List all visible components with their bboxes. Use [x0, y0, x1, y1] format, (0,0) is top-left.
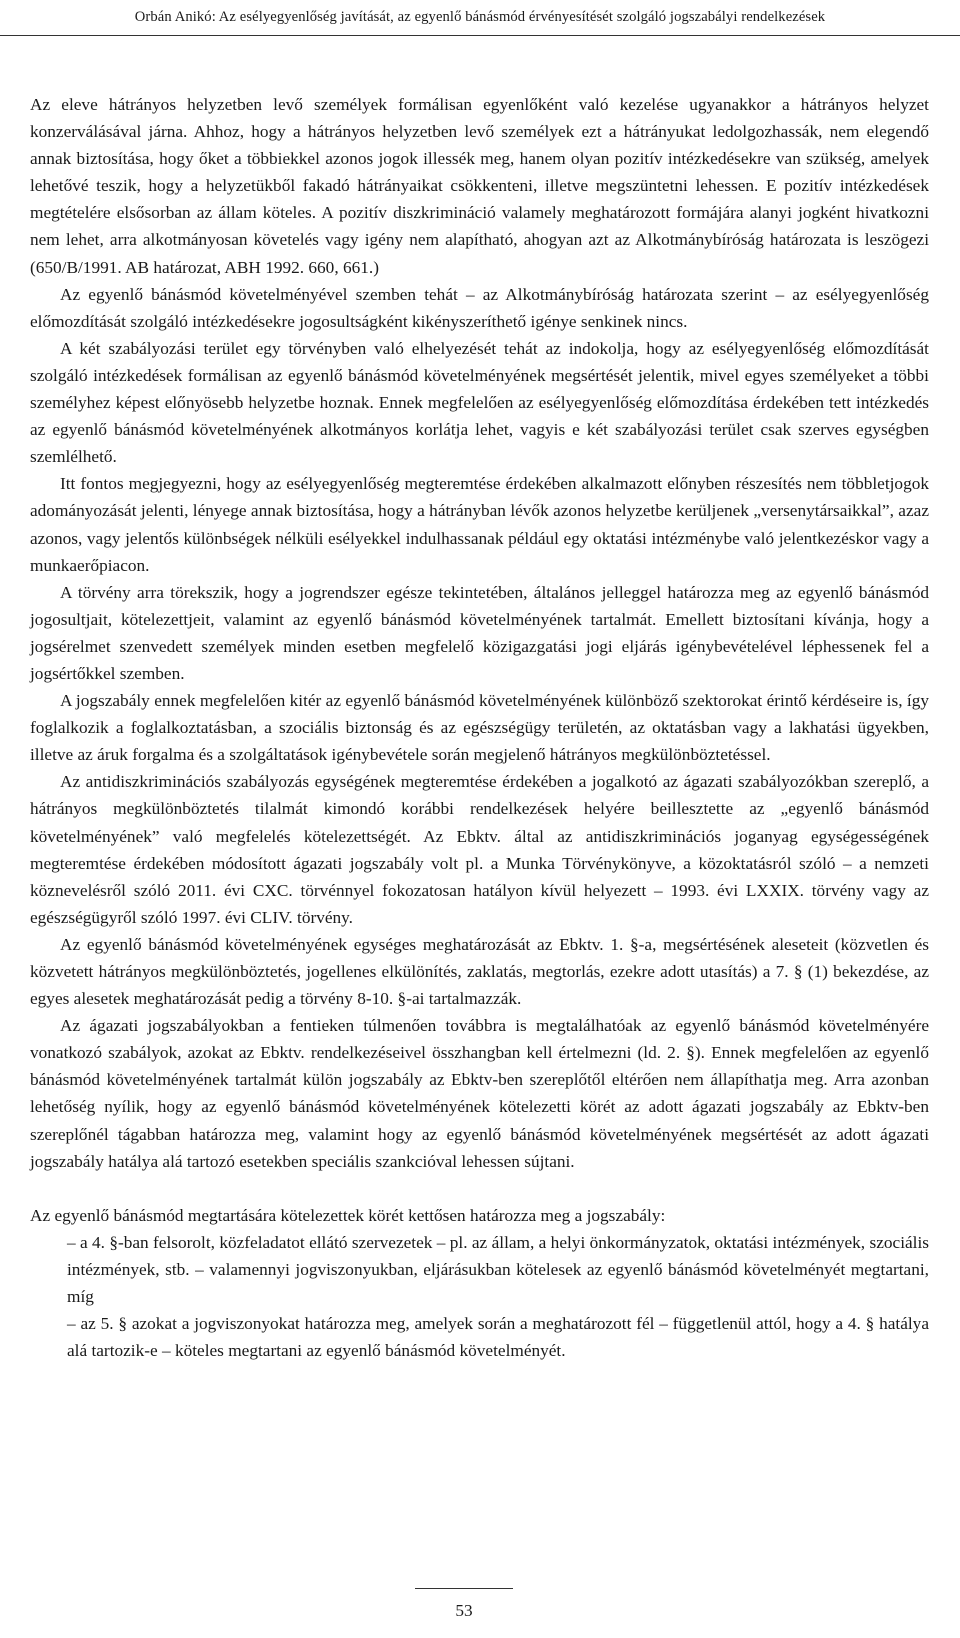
paragraph-6: A jogszabály ennek megfelelően kitér az egyenlő bánásmód követelményének különböző szektorokat érintő kérdéseire is, így foglalkozik a foglalkoztatásban, a szociális biztonság és az egészségügy területén, az oktatásban vagy a lakhatási ügyekben, illetve az áruk forgalma és a szolgáltatások igénybevétele során megjelenő hátrányos megkülönböztetéssel. [30, 691, 929, 765]
paragraph-9: Az ágazati jogszabályokban a fentieken túlmenően továbbra is megtalálhatóak az egyenlő bánásmód követelményére vonatkozó szabályok, azokat az Ebktv. rendelkezéseivel összhangban kell értelmezni (ld. 2. §). Ennek megfelelően az egyenlő bánásmód követelményének tartalmát külön jogszabály az Ebktv-ben szereplőtől eltérően nem állapíthatja meg. Arra azonban lehetőség nyílik, hogy az egyenlő bánásmód követelményének kötelezetti körét az adott ágazati jogszabály az Ebktv-ben szereplőnél tágabban határozza meg, valamint hogy az egyenlő bánásmód követelményének megsértését az adott ágazati jogszabály hatálya alá tartozó esetekben speciális szankcióval lehessen sújtani. [30, 1016, 929, 1171]
paragraph-3: A két szabályozási terület egy törvényben való elhelyezését tehát az indokolja, hogy az esélyegyenlőség előmozdítását szolgáló intézkedések formálisan az egyenlő bánásmód követelményének megsértését jelentik, mivel egyes személyeket a többi személyhez képest előnyösebb helyzetbe hoznak. Ennek megfelelően az esélyegyenlőség előmozdítása érdekében tett intézkedés az egyenlő bánásmód követelményének alkotmányos korlátja lehet, vagyis e két szabályozási terület csak szerves egységben szemlélhető. [30, 338, 929, 467]
list-intro: Az egyenlő bánásmód megtartására kötelezettek körét kettősen határozza meg a jogszabály: [30, 1205, 666, 1225]
paragraph-8: Az egyenlő bánásmód követelményének egységes meghatározását az Ebktv. 1. §-a, megsértésének aleseteit (közvetlen és közvetett hátrányos megkülönböztetés, jogellenes elkülönítés, zaklatás, megtorlás, ezekre adott utasítás) a 7. § (1) bekezdése, az egyes alesetek meghatározását pedig a törvény 8-10. §-ai tartalmazzák. [30, 934, 929, 1009]
paragraph-2: Az egyenlő bánásmód követelményével szemben tehát – az Alkotmánybíróság határozata szerint – az esélyegyenlőség előmozdítását szolgáló intézkedésekre jogosultságként kikényszeríthető igénye senkinek nincs. [30, 284, 929, 331]
running-header: Orbán Anikó: Az esélyegyenlőség javítását, az egyenlő bánásmód érvényesítését szolgáló jogszabályi rendelkezések [134, 9, 826, 25]
page-number: 53 [455, 1601, 473, 1620]
body-text [30, 91, 929, 1364]
header-rule [0, 35, 960, 36]
list-item-2: – az 5. § azokat a jogviszonyokat határozza meg, amelyek során a meghatározott fél – függetlenül attól, hogy a 4. § hatálya alá tartozik-e – köteles megtartani az egyenlő bánásmód követelményét. [67, 1314, 929, 1361]
paragraph-5: A törvény arra törekszik, hogy a jogrendszer egésze tekintetében, általános jelleggel határozza meg az egyenlő bánásmód jogosultjait, kötelezettjeit, valamint az egyenlő bánásmód követelményének tartalmát. Emellett biztosítani kívánja, hogy a jogsérelmet szenvedett személyek minden esetben megfelelő közigazgatási jogi eljárás igénybevételével léphessenek fel a jogsértőkkel szemben. [30, 582, 929, 683]
paragraph-7: Az antidiszkriminációs szabályozás egységének megteremtése érdekében a jogalkotó az ágazati szabályozókban szereplő, a hátrányos megkülönböztetés tilalmát kimondó korábbi rendelkezések helyére beillesztette az „egyenlő bánásmód követelményének” való megfelelés kötelezettségét. Az Ebktv. által az antidiszkriminációs joganyag egységességének megteremtése érdekében módosított ágazati jogszabály volt pl. a Munka Törvénykönyve, a közoktatásról szóló – a nemzeti köznevelésről szóló 2011. évi CXC. törvénnyel fokozatosan hatályon kívül helyezett – 1993. évi LXXIX. törvény vagy az egészségügyről szóló 1997. évi CLIV. törvény. [30, 772, 929, 927]
list-item-1: – a 4. §-ban felsorolt, közfeladatot ellátó szervezetek – pl. az állam, a helyi önkormányzatok, oktatási intézmények, szociális intézmények, stb. – valamennyi jogviszonyukban, eljárásukban kötelesek az egyenlő bánásmód követelményét megtartani, míg [67, 1232, 929, 1307]
paragraph-4: Itt fontos megjegyezni, hogy az esélyegyenlőség megteremtése érdekében alkalmazott előnyben részesítés nem többletjogok adományozását jelenti, lényege annak biztosítása, hogy a hátrányban lévők azonos helyzetbe kerüljenek „versenytársaikkal”, azaz azonos, vagy jelentős különbségek nélküli esélyekkel indulhassanak például egy oktatási intézménybe való jelentkezéskor vagy a munkaerőpiacon. [30, 474, 929, 575]
paragraph-1: Az eleve hátrányos helyzetben levő személyek formálisan egyenlőként való kezelése ugyanakkor a hátrányos helyzet konzerválásával járna. Ahhoz, hogy a hátrányos helyzetben levő személyek ezt a hátrányukat ledolgozhassák, nem elegendő annak biztosítása, hogy őket a többiekkel azonos jogok illessék meg, hanem olyan pozitív intézkedésekre van szükség, amelyek lehetővé teszik, hogy a helyzetükből fakadó hátrányaikat csökkenteni, illetve megszüntetni lehessen. E pozitív intézkedések megtételére elsősorban az állam köteles. A pozitív diszkrimináció valamely meghatározott formájára alanyi jogként hivatkozni nem lehet, arra alkotmányosan követelés vagy igény nem alapítható, ahogyan azt az Alkotmánybíróság határozata is leszögezi (650/B/1991. AB határozat, ABH 1992. 660, 661.) [30, 95, 929, 277]
footer-rule [415, 1588, 513, 1589]
